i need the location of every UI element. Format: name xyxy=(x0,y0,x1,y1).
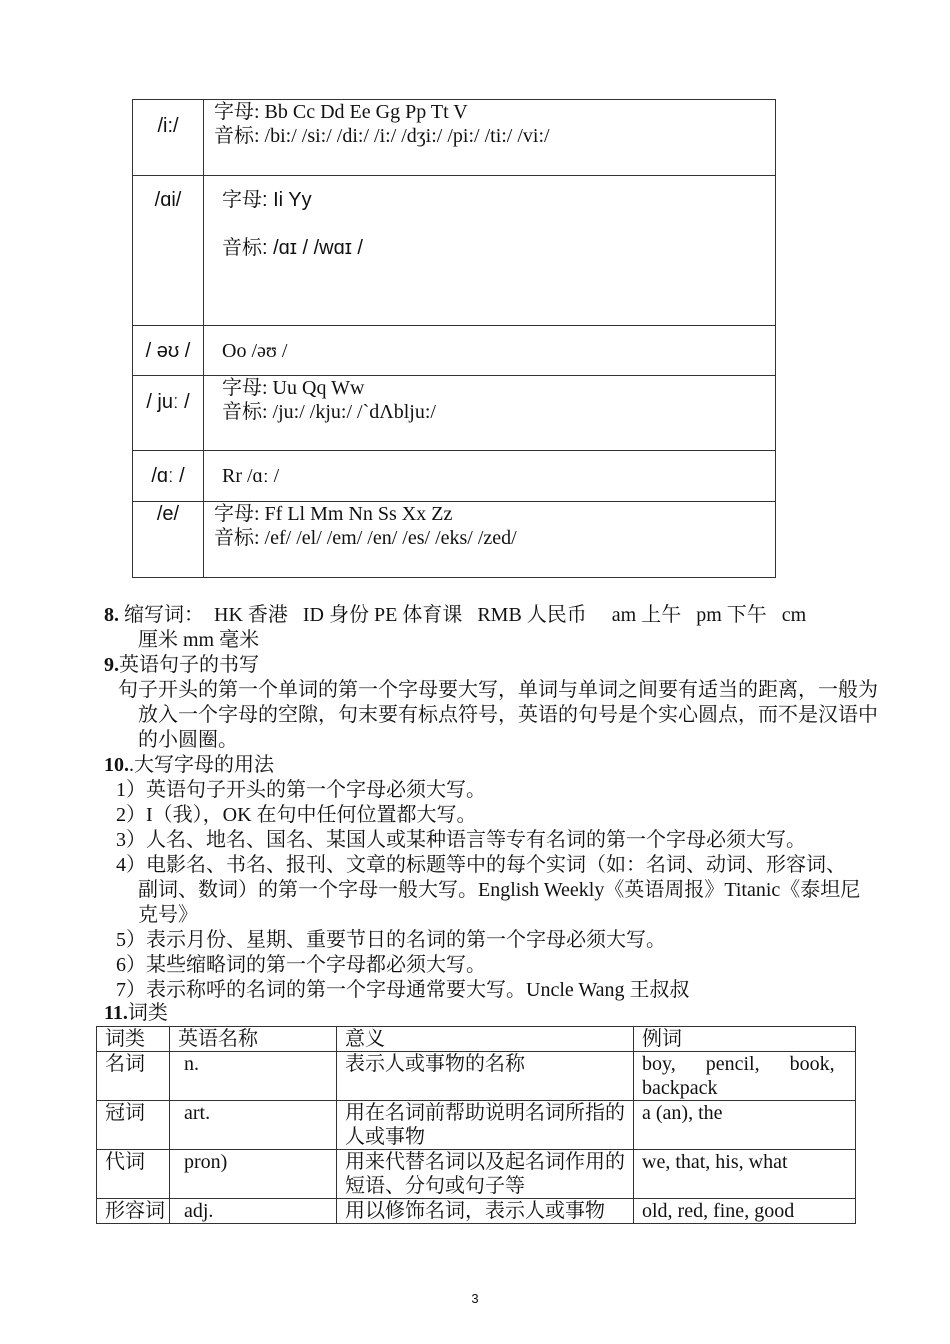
list-item: 2）I（我），OK 在句中任何位置都大写。 xyxy=(116,804,477,826)
table-cell: 名词 xyxy=(97,1052,170,1101)
table-row xyxy=(97,1101,856,1150)
table-row xyxy=(133,502,776,578)
word-class-table xyxy=(96,1026,856,1224)
phonetic-content xyxy=(204,451,776,502)
table-cell: pron) xyxy=(170,1150,337,1199)
phonetic-content xyxy=(204,326,776,376)
phonetic-symbol: / juː / xyxy=(133,376,204,451)
letters-line: 字母: Ff Ll Mm Nn Ss Xx Zz xyxy=(214,503,453,525)
list-item: 3）人名、地名、国名、某国人或某种语言等专有名词的第一个字母必须大写。 xyxy=(116,829,806,851)
page-number: 3 xyxy=(471,1291,479,1306)
column-header: 英语名称 xyxy=(170,1027,337,1052)
letters-line: 字母: Bb Cc Dd Ee Gg Pp Tt V xyxy=(214,101,468,123)
phonetic-symbol: /e/ xyxy=(133,502,204,578)
table-cell: n. xyxy=(170,1052,337,1101)
section-text: 缩写词： HK 香港 ID 身份 PE 体育课 RMB 人民币 am 上午 pm 下午 cm xyxy=(119,604,807,626)
list-item: 7）表示称呼的名词的第一个字母通常要大写。Uncle Wang 王叔叔 xyxy=(116,979,690,1001)
table-row xyxy=(133,376,776,451)
section-8 xyxy=(104,603,864,653)
section-11 xyxy=(104,1001,864,1026)
section-number: 11. xyxy=(104,1002,128,1024)
table-row xyxy=(133,451,776,502)
phonetic-content xyxy=(204,376,776,451)
letters-line: 字母: Uu Qq Ww xyxy=(222,377,365,399)
table-row xyxy=(97,1052,856,1101)
section-text-continued: 厘米 mm 毫米 xyxy=(138,629,260,651)
section-number: 10. xyxy=(104,754,129,776)
phonetic-content xyxy=(204,176,776,326)
table-cell: 用以修饰名词，表示人或事物 xyxy=(337,1199,634,1224)
phonetic-symbol: /i:/ xyxy=(133,100,204,176)
phonetic-line: 音标: /ju:/ /kju:/ /ˋdΛblju:/ xyxy=(222,401,436,423)
table-cell: 用来代替名词以及起名词作用的短语、分句或句子等 xyxy=(337,1150,634,1199)
table-row xyxy=(133,100,776,176)
table-header-row xyxy=(97,1027,856,1052)
section-10 xyxy=(104,753,864,1003)
table-cell: 冠词 xyxy=(97,1101,170,1150)
table-cell: we, that, his, what xyxy=(634,1150,856,1199)
phonetic-symbol: /ɑː / xyxy=(133,451,204,502)
phonetic-content xyxy=(204,502,776,578)
letters-line: 字母: Ii Yy xyxy=(222,189,312,211)
phonetic-symbol: /ɑi/ xyxy=(133,176,204,326)
table-row xyxy=(133,326,776,376)
list-item: 6）某些缩略词的第一个字母都必须大写。 xyxy=(116,954,486,976)
column-header: 例词 xyxy=(634,1027,856,1052)
section-title: .大写字母的用法 xyxy=(129,754,274,776)
section-body: 句子开头的第一个单词的第一个字母要大写，单词与单词之间要有适当的距离，一般为放入一个字母的空隙，句末要有标点符号，英语的句号是个实心圆点，而不是汉语中的小圆圈。 xyxy=(118,679,878,751)
phonetic-line: 音标: /ɑɪ / /wɑɪ / xyxy=(222,237,363,259)
section-title: 英语句子的书写 xyxy=(119,654,259,676)
table-row xyxy=(133,176,776,326)
section-number: 8. xyxy=(104,604,119,626)
phonetic-symbol: / əʊ / xyxy=(133,326,204,376)
phonetic-line: Rr /ɑː / xyxy=(222,465,280,487)
phonetic-content xyxy=(204,100,776,176)
section-number: 9. xyxy=(104,654,119,676)
section-9 xyxy=(104,653,878,753)
section-title: 词类 xyxy=(127,1002,168,1024)
table-cell: 表示人或事物的名称 xyxy=(337,1052,634,1101)
list-item: 4）电影名、书名、报刊、文章的标题等中的每个实词（如：名词、动词、形容词、副词、数词）的第一个字母一般大写。English Weekly《英语周报》Titanic《泰坦尼克号》 xyxy=(116,854,861,926)
phonetic-table xyxy=(132,99,776,578)
table-cell: adj. xyxy=(170,1199,337,1224)
column-header: 词类 xyxy=(97,1027,170,1052)
list-item: 5）表示月份、星期、重要节日的名词的第一个字母必须大写。 xyxy=(116,929,666,951)
table-row xyxy=(97,1150,856,1199)
table-cell: 形容词 xyxy=(97,1199,170,1224)
table-cell: 代词 xyxy=(97,1150,170,1199)
rule-list xyxy=(104,778,864,1003)
table-row xyxy=(97,1199,856,1224)
phonetic-line: Oo /əʊ / xyxy=(222,340,288,362)
table-cell: old, red, fine, good xyxy=(634,1199,856,1224)
table-cell: a (an), the xyxy=(634,1101,856,1150)
phonetic-line: 音标: /bi:/ /si:/ /di:/ /i:/ /dʒi:/ /pi:/ /ti:/ /vi:/ xyxy=(214,125,550,147)
phonetic-line: 音标: /ef/ /el/ /em/ /en/ /es/ /eks/ /zed/ xyxy=(214,527,517,549)
list-item: 1）英语句子开头的第一个字母必须大写。 xyxy=(116,779,486,801)
table-cell: boy, pencil, book, backpack xyxy=(634,1052,856,1101)
table-cell: art. xyxy=(170,1101,337,1150)
column-header: 意义 xyxy=(337,1027,634,1052)
table-cell: 用在名词前帮助说明名词所指的人或事物 xyxy=(337,1101,634,1150)
